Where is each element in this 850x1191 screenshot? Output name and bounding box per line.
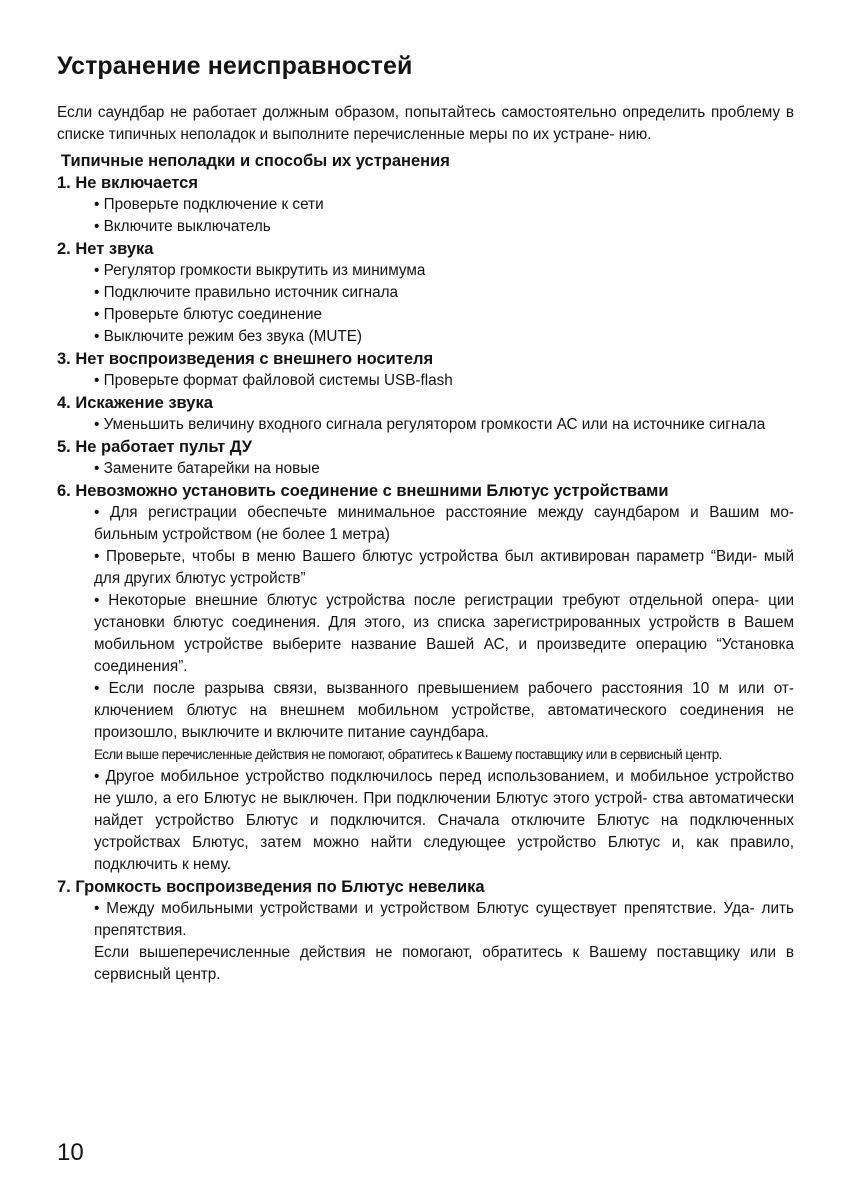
- list-item: • Некоторые внешние блютус устройства после регистрации требуют отдельной опера- ции установки блютус соединения. Для этого, из списка зарегистрированных устройств в Вашем мобильном устройстве выберите название Вашей АС, и произведите операцию “Установка соединения”.: [94, 592, 794, 675]
- section-title: 5. Не работает пульт ДУ: [57, 438, 253, 456]
- list-item: • Проверьте формат файловой системы USB-flash: [94, 372, 453, 389]
- section-title: 4. Искажение звука: [57, 394, 213, 412]
- list-item: • Проверьте, чтобы в меню Вашего блютус устройства был активирован параметр “Види- мый для других блютус устройств”: [94, 548, 794, 587]
- list-item: • Для регистрации обеспечьте минимальное расстояние между саундбаром и Вашим мо- бильным устройством (не более 1 метра): [94, 504, 794, 543]
- list-item: • Проверьте блютус соединение: [94, 306, 323, 323]
- list-item: • Между мобильными устройствами и устройством Блютус существует препятствие. Уда- лить препятствия.: [94, 900, 794, 939]
- section-6: [57, 480, 794, 876]
- list-item: • Проверьте подключение к сети: [94, 196, 324, 213]
- page-title: Устранение неисправностей: [57, 52, 413, 80]
- section-1: [57, 172, 794, 238]
- section-title: 2. Нет звука: [57, 240, 154, 258]
- list-item: • Уменьшить величину входного сигнала регулятором громкости АС или на источнике сигнала: [94, 416, 766, 433]
- list-item: • Включите выключатель: [94, 218, 271, 235]
- section-note: Если выше перечисленные действия не помогают, обратитесь к Вашему поставщику или в сервисный центр.: [94, 747, 722, 762]
- section-title: 3. Нет воспроизведения с внешнего носителя: [57, 350, 434, 368]
- section-7: [57, 876, 794, 986]
- section-subtitle: Типичные неполадки и способы их устранения: [61, 152, 450, 170]
- section-title: 6. Невозможно установить соединение с внешними Блютус устройствами: [57, 482, 669, 500]
- section-3: [57, 348, 794, 392]
- intro-paragraph: Если саундбар не работает должным образом, попытайтесь самостоятельно определить проблему в списке типичных неполадок и выполните перечисленные меры по их устране- нию.: [57, 104, 794, 143]
- list-item: • Замените батарейки на новые: [94, 460, 320, 477]
- list-item: • Выключите режим без звука (MUTE): [94, 328, 363, 345]
- list-item: • Другое мобильное устройство подключилось перед использованием, и мобильное устройство не ушло, а его Блютус не выключен. При подключении Блютус этого устрой- ства автоматически найдет устройство Блютус и подключится. Сначала отключите Блютус на подключенных устройствах Блютус, затем можно найти следующее устройство Блютус и, как правило, подключить к нему.: [94, 768, 794, 873]
- section-4: [57, 392, 794, 436]
- document-page: [57, 50, 794, 986]
- section-title: 7. Громкость воспроизведения по Блютус невелика: [57, 878, 485, 896]
- list-item: • Регулятор громкости выкрутить из минимума: [94, 262, 426, 279]
- list-item: • Подключите правильно источник сигнала: [94, 284, 399, 301]
- page-number: 10: [57, 1139, 84, 1166]
- section-title: 1. Не включается: [57, 174, 198, 192]
- section-2: [57, 238, 794, 348]
- section-5: [57, 436, 794, 480]
- list-item: • Если после разрыва связи, вызванного превышением рабочего расстояния 10 м или от- ключением блютус на внешнем мобильном устройстве, автоматического соединения не произошло, выключите и включите питание саундбара.: [94, 680, 794, 741]
- list-item: Если вышеперечисленные действия не помогают, обратитесь к Вашему поставщику или в сервисный центр.: [94, 944, 794, 983]
